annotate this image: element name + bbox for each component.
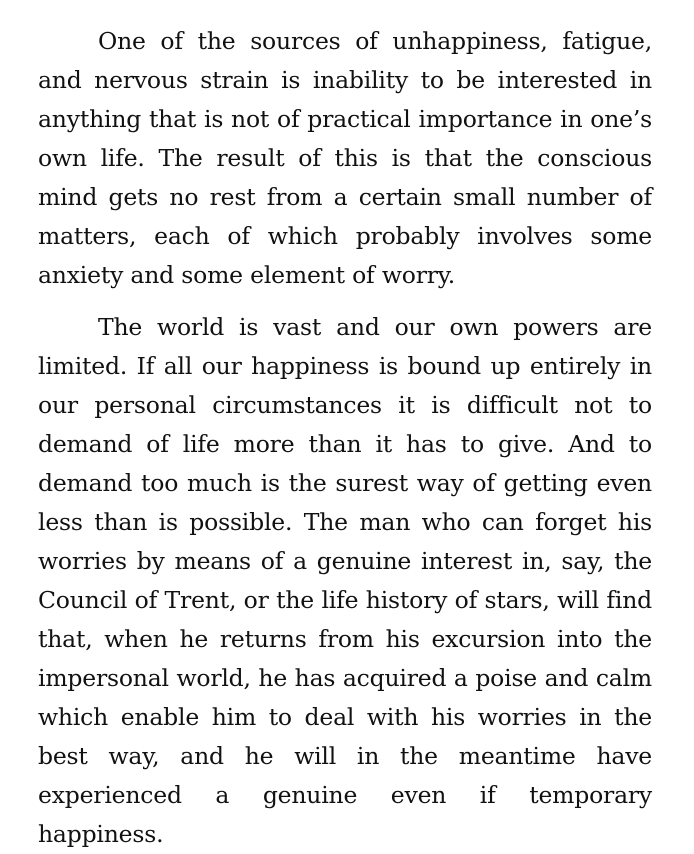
- paragraph-2: The world is vast and our own powers are limited. If all our happiness is bound up entirely in our personal circumstances it is difficult not to demand of life more than it has to give. And to demand too much is the surest way of getting even less than is possible. The man who can forget his worries by means of a genuine interest in, say, the Council of Trent, or the life history of stars, will find that, when he returns from his excursion into the impersonal world, he has acquired a poise and calm which enable him to deal with his worries in the best way, and he will in the meantime have experienced a genuine even if temporary happiness.: [38, 313, 652, 848]
- text-page: [38, 22, 652, 854]
- paragraph-1: One of the sources of unhappiness, fatigue, and nervous strain is inability to be interested in anything that is not of practical importance in one’s own life. The result of this is that the conscious mind gets no rest from a certain small number of matters, each of which probably involves some anxiety and some element of worry.: [38, 27, 652, 289]
